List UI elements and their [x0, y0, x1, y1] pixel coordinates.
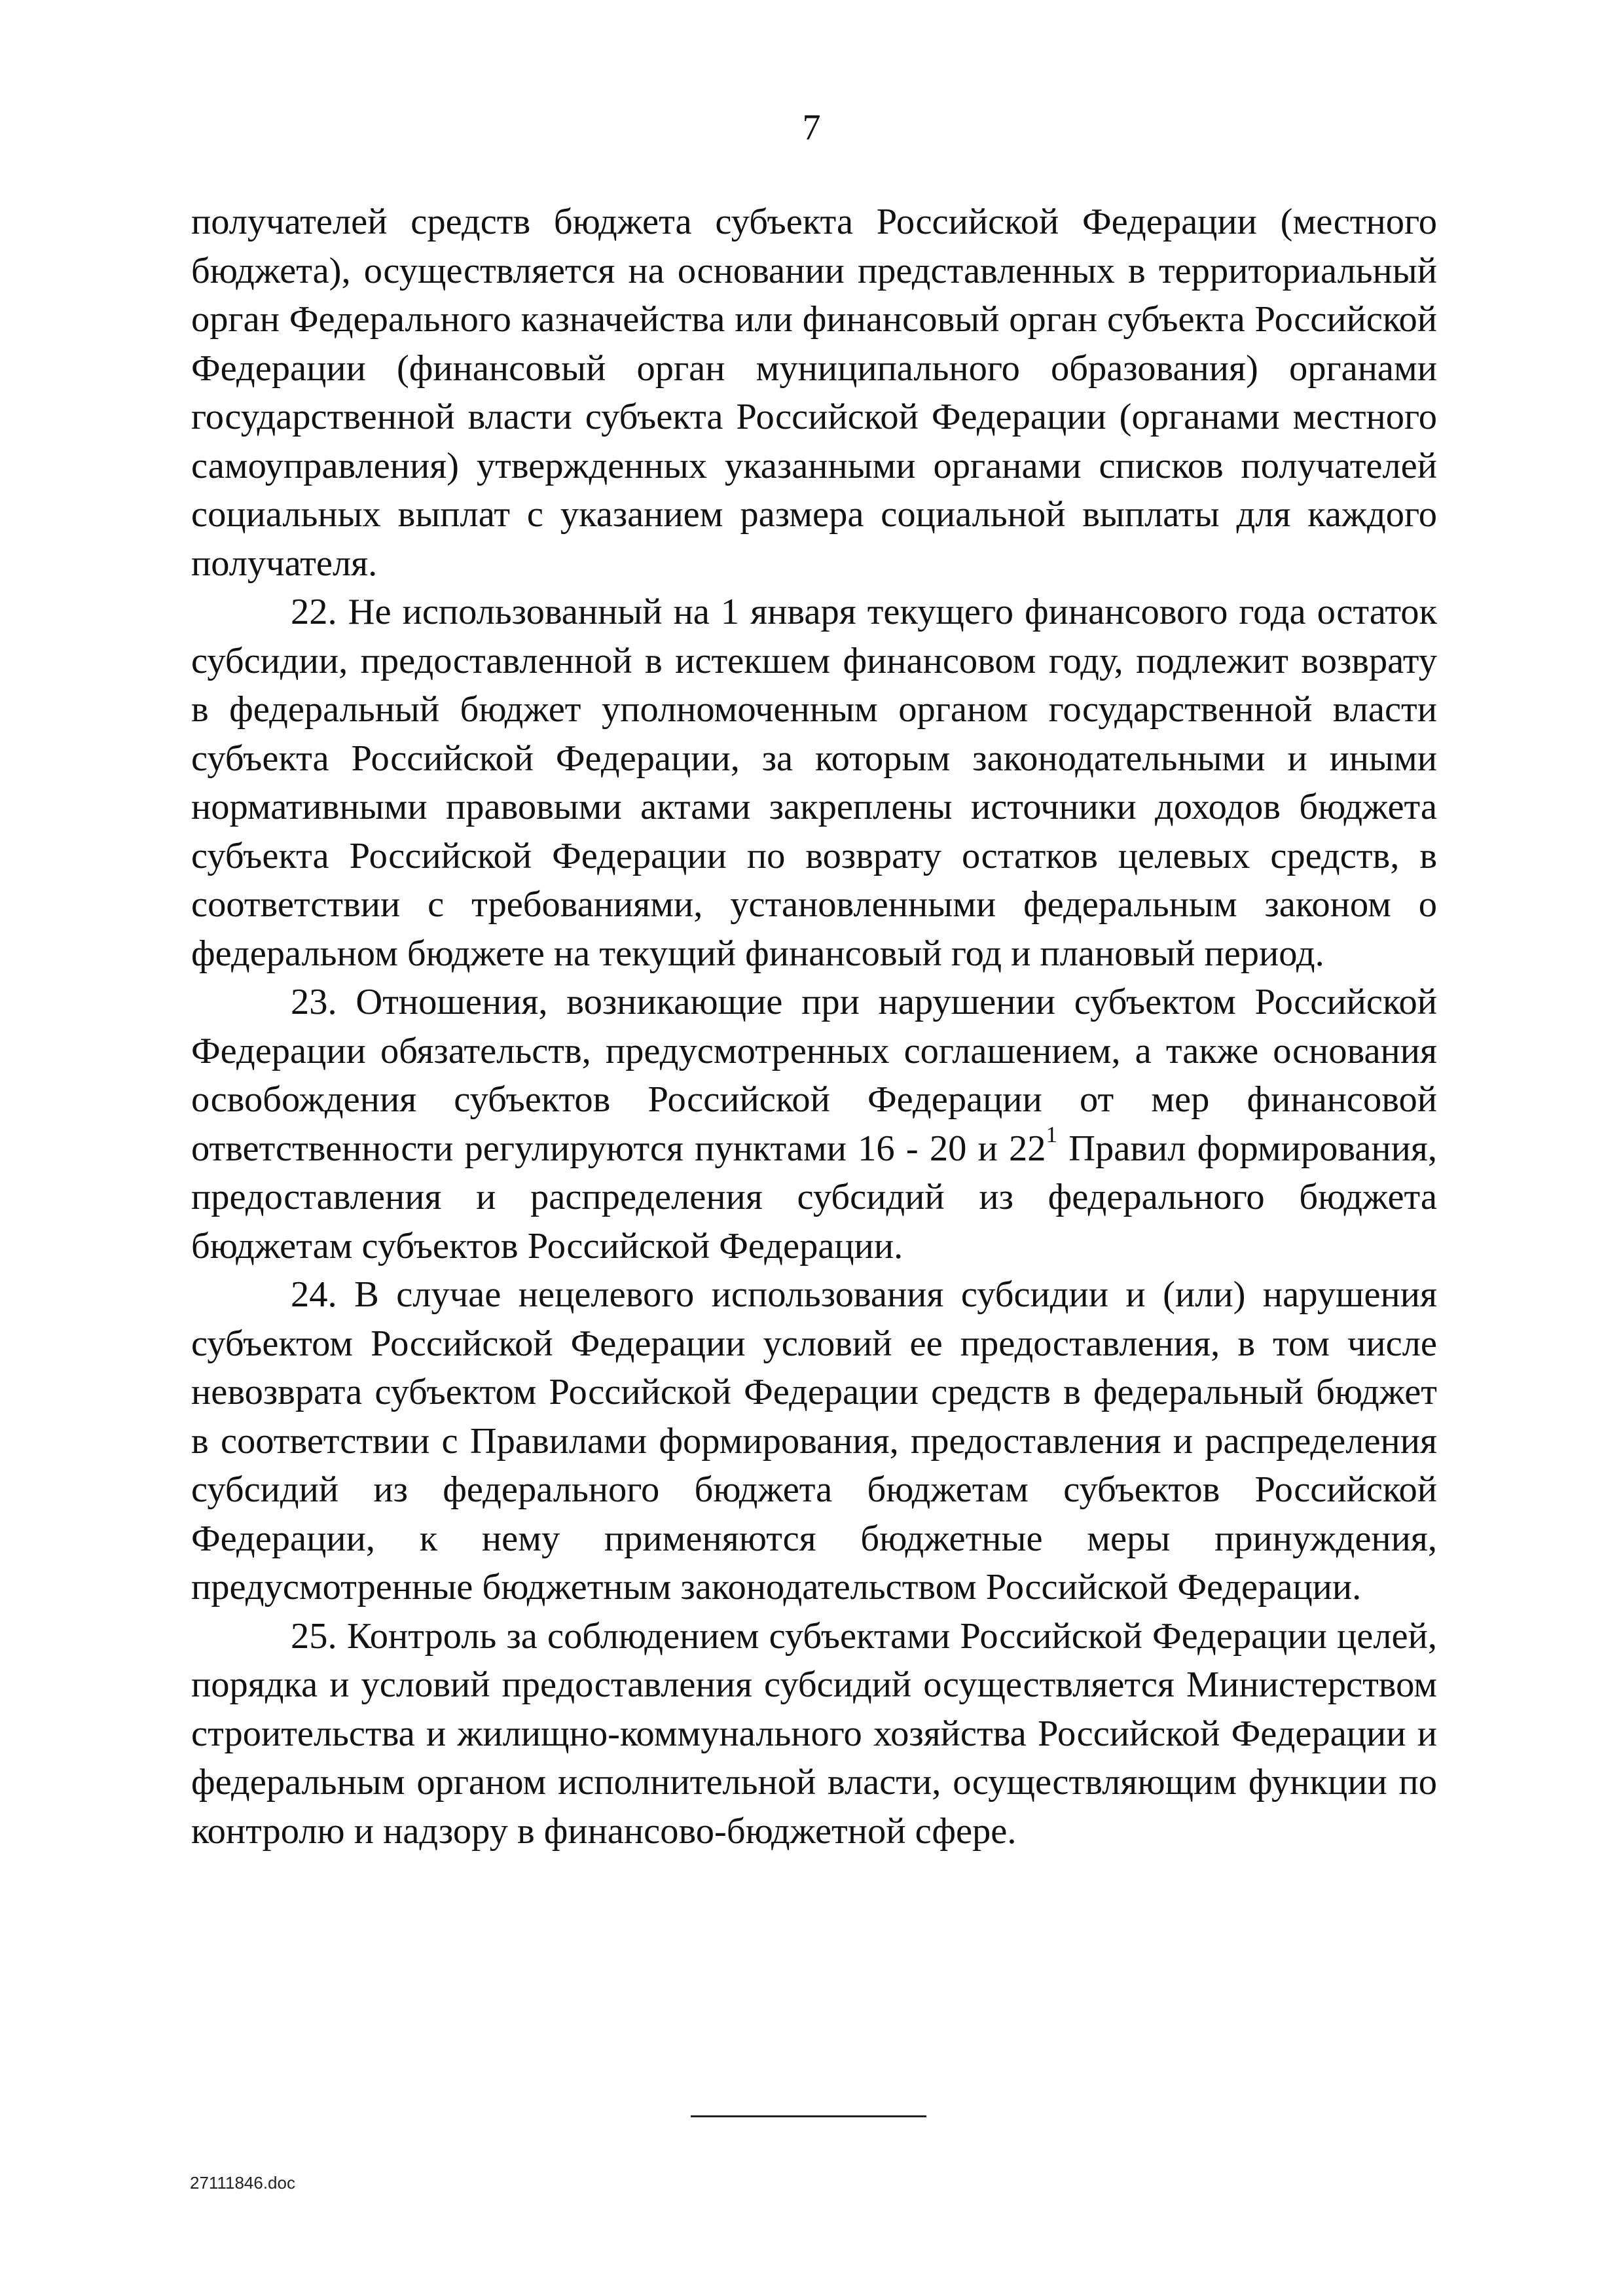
paragraph-25: 25. Контроль за соблюдением субъектами Российской Федерации целей, порядка и условий предоставления субсидий осуществляется Министерством строительства и жилищно-коммунального хозяйства Российской Федерации и федеральным органом исполнительной власти, осуществляющим функции по контролю и надзору в финансово-бюджетной сфере. — [191, 1615, 1437, 1852]
page-number: 7 — [802, 107, 821, 148]
superscript-1: 1 — [1046, 1121, 1058, 1147]
paragraph-23 — [191, 978, 1437, 1270]
paragraph-23-text-end: Правил формирования, предоставления и распределения субсидий из федерального бюджета бюджетам субъектов Российской Федерации. — [191, 1128, 1438, 1266]
paragraph-22: 22. Не использованный на 1 января текущего финансового года остаток субсидии, предоставленной в истекшем финансовом году, подлежит возврату в федеральный бюджет уполномоченным органом государственной власти субъекта Российской Федерации, за которым законодательными и иными нормативными правовыми актами закреплены источники доходов бюджета субъекта Российской Федерации по возврату остатков целевых средств, в соответствии с требованиями, установленными федеральным законом о федеральном бюджете на текущий финансовый год и плановый период. — [191, 592, 1437, 974]
paragraph-24: 24. В случае нецелевого использования субсидии и (или) нарушения субъектом Российской Федерации условий ее предоставления, в том числе невозврата субъектом Российской Федерации средств в федеральный бюджет в соответствии с Правилами формирования, предоставления и распределения субсидий из федерального бюджета бюджетам субъектов Российской Федерации, к нему применяются бюджетные меры принуждения, предусмотренные бюджетным законодательством Российской Федерации. — [191, 1274, 1437, 1607]
paragraph-continuation: получателей средств бюджета субъекта Российской Федерации (местного бюджета), осуществляется на основании представленных в территориальный орган Федерального казначейства или финансовый орган субъекта Российской Федерации (финансовый орган муниципального образования) органами государственной власти субъекта Российской Федерации (органами местного самоуправления) утвержденных указанными органами списков получателей социальных выплат с указанием размера социальной выплаты для каждого получателя. — [191, 202, 1437, 584]
paragraph-23-text: 23. Отношения, возникающие при нарушении субъектом Российской Федерации обязательств, предусмотренных соглашением, а также основания освобождения субъектов Российской Федерации от мер финансовой ответственности регулируются пунктами 16 - 20 и 22 — [191, 982, 1437, 1169]
end-of-document-line — [691, 2115, 926, 2117]
document-body — [191, 198, 1437, 1856]
document-file-id: 27111846.doc — [190, 2173, 295, 2193]
